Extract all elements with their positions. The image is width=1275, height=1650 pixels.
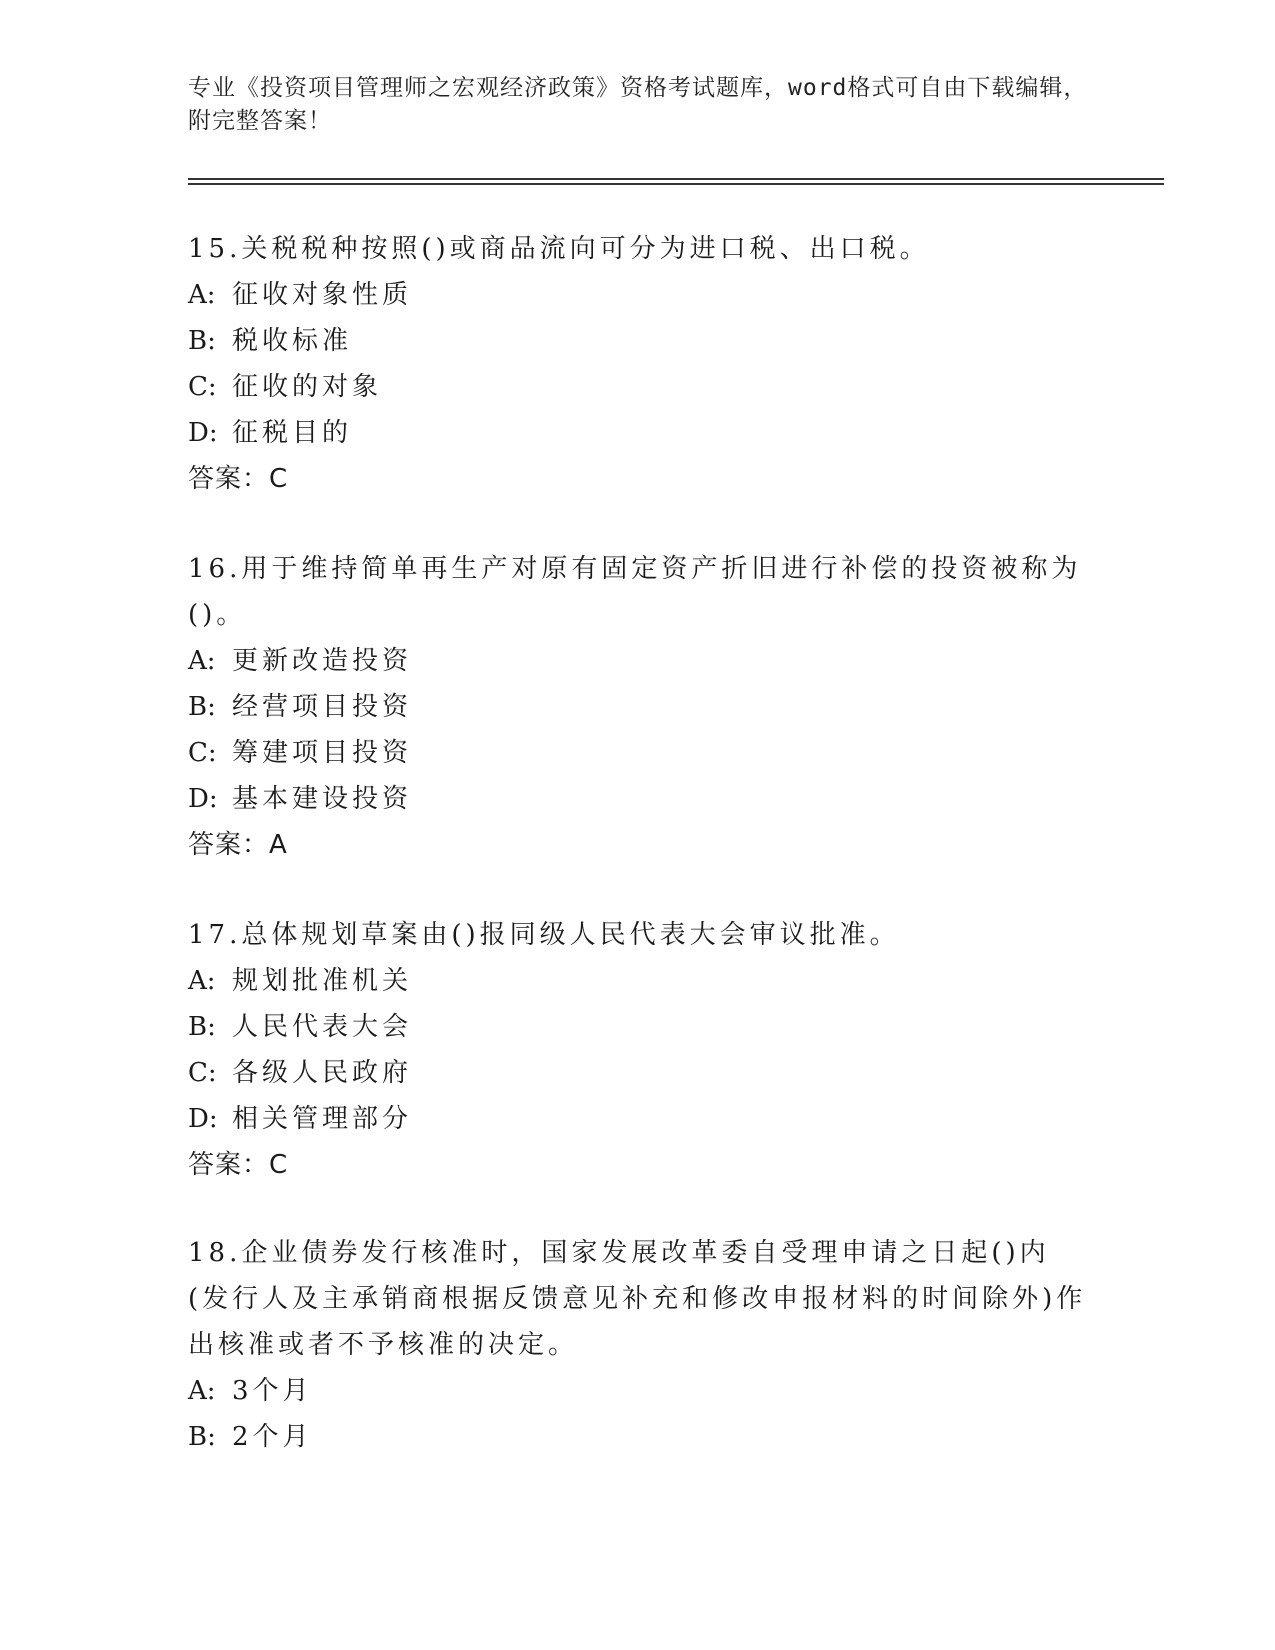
option-text: 更新改造投资	[232, 646, 413, 676]
option-label: C:	[188, 1058, 217, 1088]
option-text: 征收的对象	[232, 372, 383, 402]
option-a	[188, 638, 1088, 684]
option-b	[188, 1414, 1088, 1460]
question-block	[188, 546, 1088, 868]
option-label: A:	[188, 646, 216, 676]
option-text: 3个月	[232, 1376, 313, 1406]
option-c	[188, 730, 1088, 776]
document-header: 专业《投资项目管理师之宏观经济政策》资格考试题库，word格式可自由下载编辑，附完整答案！	[188, 75, 1088, 134]
question-block	[188, 226, 1088, 502]
option-label: B:	[188, 692, 216, 722]
option-d	[188, 776, 1088, 822]
option-c	[188, 364, 1088, 410]
option-text: 筹建项目投资	[232, 738, 413, 768]
option-text: 税收标准	[232, 326, 353, 356]
option-d	[188, 410, 1088, 456]
option-text: 征税目的	[232, 418, 353, 448]
question-block	[188, 1230, 1088, 1460]
question-stem: 17.总体规划草案由()报同级人民代表大会审议批准。	[188, 920, 900, 950]
option-b	[188, 318, 1088, 364]
option-text: 征收对象性质	[232, 280, 413, 310]
answer-line: 答案：C	[188, 1150, 289, 1180]
option-c	[188, 1050, 1088, 1096]
question-stem: 18.企业债券发行核准时，国家发展改革委自受理申请之日起()内(发行人及主承销商根据反馈意见补充和修改申报材料的时间除外)作出核准或者不予核准的决定。	[188, 1238, 1087, 1360]
option-label: D:	[188, 1104, 218, 1134]
answer-line: 答案：C	[188, 464, 289, 494]
option-a	[188, 1368, 1088, 1414]
option-b	[188, 1004, 1088, 1050]
answer-line: 答案：A	[188, 830, 288, 860]
option-text: 经营项目投资	[232, 692, 413, 722]
option-label: A:	[188, 966, 216, 996]
option-label: B:	[188, 326, 216, 356]
option-text: 人民代表大会	[232, 1012, 413, 1042]
option-label: A:	[188, 1376, 216, 1406]
option-label: C:	[188, 738, 217, 768]
option-label: B:	[188, 1012, 216, 1042]
option-text: 相关管理部分	[232, 1104, 413, 1134]
option-d	[188, 1096, 1088, 1142]
option-a	[188, 272, 1088, 318]
option-text: 2个月	[232, 1422, 313, 1452]
header-divider-bottom	[188, 183, 1164, 185]
option-text: 规划批准机关	[232, 966, 413, 996]
option-label: D:	[188, 418, 218, 448]
option-label: C:	[188, 372, 217, 402]
option-b	[188, 684, 1088, 730]
option-text: 各级人民政府	[232, 1058, 413, 1088]
header-divider-top	[188, 178, 1164, 180]
option-a	[188, 958, 1088, 1004]
question-stem: 16.用于维持简单再生产对原有固定资产折旧进行补偿的投资被称为()。	[188, 554, 1082, 630]
option-label: B:	[188, 1422, 216, 1452]
question-stem: 15.关税税种按照()或商品流向可分为进口税、出口税。	[188, 234, 930, 264]
option-text: 基本建设投资	[232, 784, 413, 814]
option-label: A:	[188, 280, 216, 310]
option-label: D:	[188, 784, 218, 814]
question-block	[188, 912, 1088, 1188]
